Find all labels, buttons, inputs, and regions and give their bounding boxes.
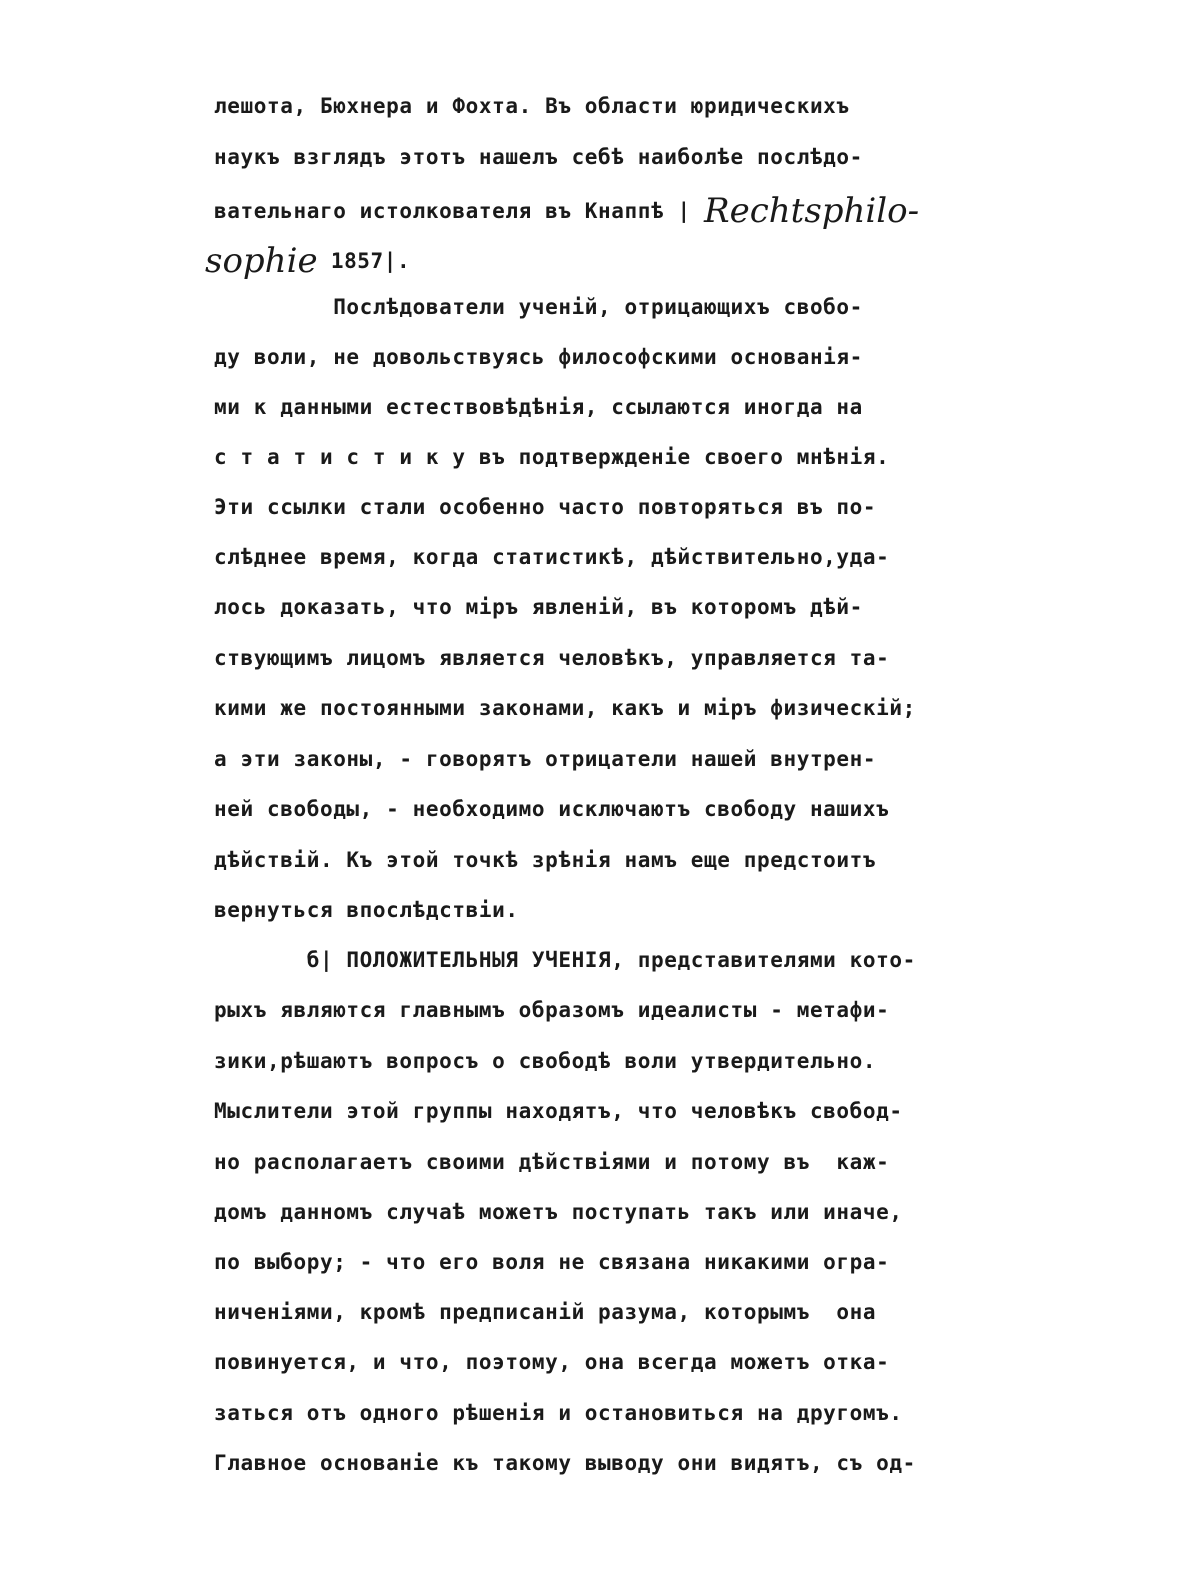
text-line: вернуться впослѣдствіи. — [214, 898, 519, 922]
text-line: б| ПОЛОЖИТЕЛЬНЫЯ УЧЕНІЯ, представителями кото- — [214, 948, 916, 972]
text-line: наукъ взглядъ этотъ нашелъ себѣ наиболѣе послѣдо- — [214, 145, 863, 169]
text-line: с т а т и с т и к у въ подтвержденіе своего мнѣнія. — [214, 445, 890, 469]
typed-fragment: вательнаго истолкователя въ Кнаппѣ | — [214, 199, 704, 223]
handwritten-annotation: Rechtsphilo- — [704, 191, 920, 231]
text-line: зики,рѣшаютъ вопросъ о свободѣ воли утвердительно. — [214, 1049, 877, 1073]
text-line: Мыслители этой группы находятъ, что человѣкъ свобод- — [214, 1099, 903, 1123]
text-line: рыхъ являются главнымъ образомъ идеалисты - метафи- — [214, 998, 890, 1022]
text-line: ствующимъ лицомъ является человѣкъ, управляется та- — [214, 646, 890, 670]
text-line: ду воли, не довольствуясь философскими основанія- — [214, 345, 863, 369]
handwritten-annotation: sophie — [205, 241, 318, 281]
text-line: заться отъ одного рѣшенія и остановиться на другомъ. — [214, 1401, 903, 1425]
text-line: лось доказать, что міръ явленій, въ которомъ дѣй- — [214, 595, 863, 619]
text-line: по выбору; - что его воля не связана никакими огра- — [214, 1250, 890, 1274]
text-line: ми к данными естествовѣдѣнія, ссылаются иногда на — [214, 395, 863, 419]
text-line: а эти законы, - говорятъ отрицатели нашей внутрен- — [214, 747, 877, 771]
text-line: Главное основаніе къ такому выводу они видятъ, съ од- — [214, 1451, 916, 1475]
text-line: Эти ссылки стали особенно часто повторяться въ по- — [214, 495, 877, 519]
text-line: повинуется, и что, поэтому, она всегда можетъ отка- — [214, 1350, 890, 1374]
text-line: кими же постоянными законами, какъ и міръ физическій; — [214, 696, 916, 720]
text-line — [214, 191, 920, 231]
text-line: Послѣдователи ученій, отрицающихъ свобо- — [214, 295, 863, 319]
text-line: ниченіями, кромѣ предписаній разума, которымъ она — [214, 1300, 877, 1324]
text-line — [205, 241, 411, 281]
text-line: слѣднее время, когда статистикѣ, дѣйствительно,уда- — [214, 545, 890, 569]
text-line: лешота, Бюхнера и Фохта. Въ области юридическихъ — [214, 94, 850, 118]
text-line: домъ данномъ случаѣ можетъ поступать такъ или иначе, — [214, 1200, 903, 1224]
text-line: но располагаетъ своими дѣйствіями и потому въ каж- — [214, 1150, 890, 1174]
typed-fragment: 1857|. — [317, 249, 411, 273]
text-line: ней свободы, - необходимо исключаютъ свободу нашихъ — [214, 797, 890, 821]
text-line: дѣйствій. Къ этой точкѣ зрѣнія намъ еще предстоитъ — [214, 848, 877, 872]
